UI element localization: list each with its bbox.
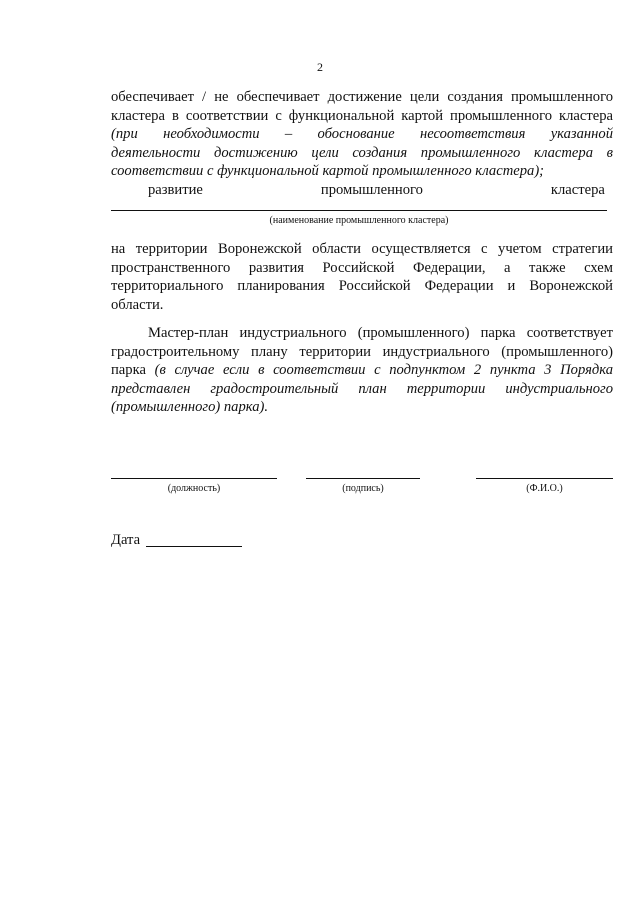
- cluster-name-line: [111, 210, 607, 211]
- text-line: градостроительному плану территории индустриального (промышленного): [111, 343, 613, 360]
- text-line: обеспечивает / не обеспечивает достижение цели создания промышленного: [111, 89, 613, 105]
- date-line: [146, 546, 242, 547]
- word-cluster: кластера: [550, 181, 605, 198]
- paragraph-goal-achievement: [111, 88, 613, 199]
- italic-clause: (в случае если в соответствии с подпунктом 2 пункта 3 Порядка: [154, 362, 613, 378]
- page-number: 2: [317, 60, 323, 74]
- italic-text-line: деятельности достижению цели создания промышленного кластера в: [111, 144, 613, 161]
- text-line: кластера в соответствии с функциональной картой промышленного кластера: [111, 107, 613, 124]
- italic-text-line: (промышленного) парка).: [111, 399, 269, 415]
- text-line: на территории Воронежской области осуществляется с учетом стратегии: [111, 241, 613, 257]
- italic-text-line: (при необходимости – обоснование несоответствия указанной: [111, 126, 613, 142]
- word-development: развитие: [148, 181, 203, 198]
- signature-line: [306, 478, 420, 479]
- fio-line: [476, 478, 613, 479]
- cluster-name-caption: (наименование промышленного кластера): [269, 215, 449, 226]
- text-line: территориального планирования Российской Федерации и Воронежской: [111, 278, 613, 294]
- text-line: пространственного развития Российской Федерации, а также схем: [111, 259, 613, 276]
- word-industrial: промышленного: [320, 181, 423, 198]
- text-line: [111, 324, 613, 343]
- mixed-text-line: [111, 361, 613, 380]
- text-line: области.: [111, 296, 164, 313]
- paragraph-territory: [111, 240, 613, 314]
- italic-text-line: соответствии с функциональной картой промышленного кластера);: [111, 163, 545, 179]
- position-line: [111, 478, 277, 479]
- position-caption: (должность): [167, 483, 221, 494]
- development-line: [111, 181, 613, 200]
- date-label: Дата: [111, 532, 141, 548]
- italic-text-line: представлен градостроительный план территории индустриального: [111, 380, 613, 397]
- word-park: парка: [111, 362, 146, 378]
- signature-caption: (подпись): [342, 483, 384, 494]
- text-line-content: Мастер-план индустриального (промышленного) парка соответствует: [148, 325, 613, 341]
- fio-caption: (Ф.И.О.): [526, 483, 563, 494]
- paragraph-master-plan: [111, 324, 613, 417]
